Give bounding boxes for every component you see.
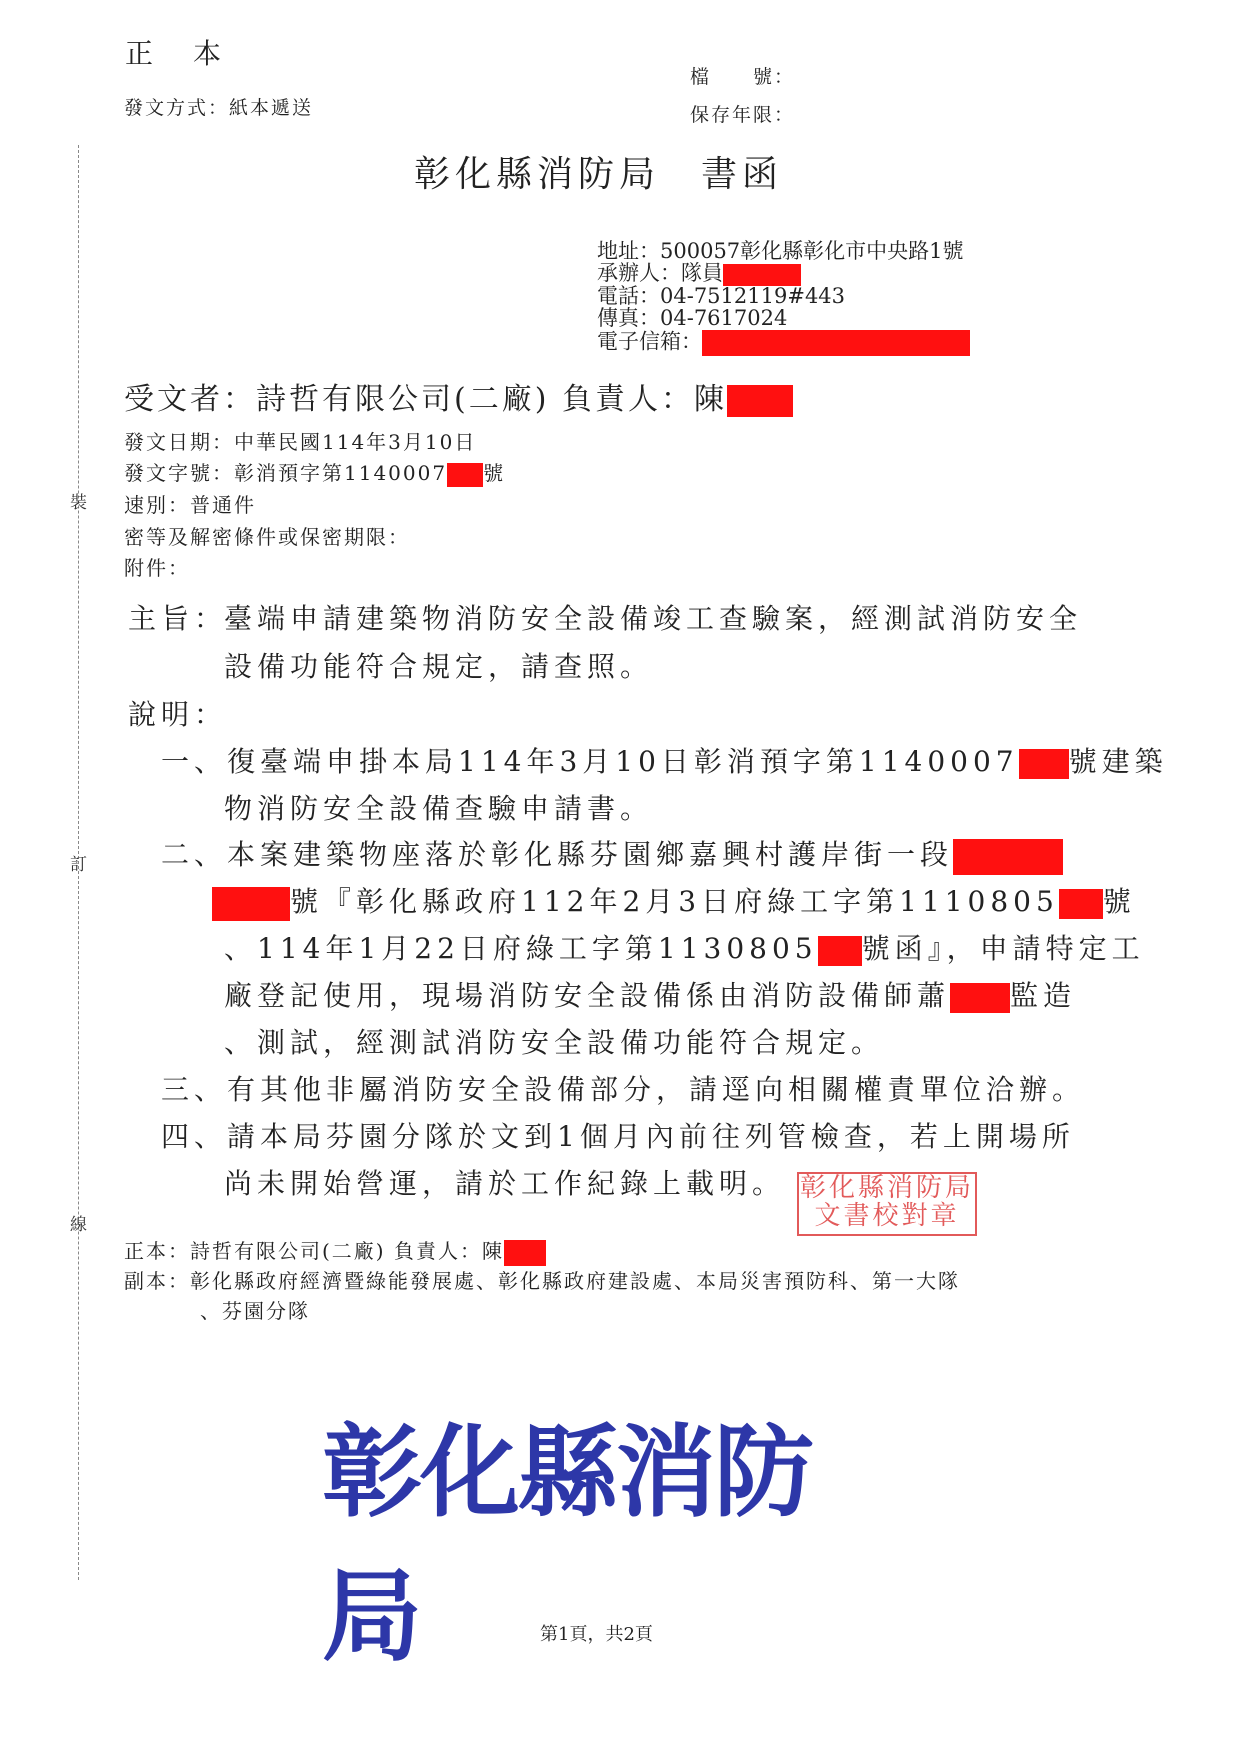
original-recipient [124,1235,546,1266]
retention-label: 保存年限： [690,104,796,126]
proofreading-seal [797,1172,977,1236]
secrecy-level: 密等及解密條件或保密期限： [124,525,410,549]
contact-phone: 電話：04-7512119#443 [597,284,846,308]
item-two-text: 、114年1月22日府綠工字第1130805 [224,932,818,965]
redaction-block [953,839,1063,875]
contact-address: 地址：500057彰化縣彰化市中央路1號 [597,239,964,263]
item-two-line-5: 、測試，經測試消防安全設備功能符合規定。 [224,1026,885,1059]
handler-label: 承辦人：隊員 [597,261,723,285]
item-two-text: 號 [1102,885,1136,918]
redaction-block [723,264,801,286]
item-one-text: 一、復臺端申掛本局114年3月10日彰消預字第1140007 [161,745,1019,778]
item-two-line-1 [161,833,1063,875]
email-label: 電子信箱： [597,329,702,354]
item-four-line-1: 四、請本局芬園分隊於文到1個月內前往列管檢查，若上開場所 [161,1120,1075,1153]
item-four-line-2: 尚未開始營運，請於工作紀錄上載明。 [224,1167,786,1200]
recipient-line [124,374,793,418]
attachment-label: 附件： [124,556,190,580]
reference-number [124,457,505,487]
contact-email [597,330,970,356]
subject-line-1: 臺端申請建築物消防安全設備竣工查驗案，經測試消防安全 [224,602,1083,635]
file-number-label: 檔 號： [690,66,796,88]
redaction-block [504,1240,546,1266]
redaction-block [818,936,862,966]
subject-line-2: 設備功能符合規定，請查照。 [224,650,654,683]
issue-date: 發文日期：中華民國114年3月10日 [124,430,477,454]
delivery-method: 發文方式：紙本遞送 [124,97,314,119]
item-two-text: 監造 [1010,979,1077,1012]
item-two-line-3 [224,927,1145,967]
binding-mark-xian: 線 [70,1215,87,1235]
copy-recipients-line-1: 副本：彰化縣政府經濟暨綠能發展處、彰化縣政府建設處、本局災害預防科、第一大隊 [124,1269,960,1293]
item-one-line-1 [161,740,1168,780]
binding-mark-zhuang: 裝 [70,493,87,513]
item-two-text: 廠登記使用，現場消防安全設備係由消防設備師蕭 [224,979,951,1012]
item-two-line-2 [212,880,1136,921]
binding-mark-ding: 訂 [70,855,87,875]
recipient-text: 受文者：詩哲有限公司(二廠) 負責人：陳 [124,382,727,417]
reference-prefix: 發文字號：彰消預字第1140007 [124,461,448,485]
contact-fax: 傳真：04-7617024 [597,306,788,330]
item-one-suffix: 號建築 [1068,745,1168,778]
redaction-block [950,983,1010,1013]
reference-suffix: 號 [483,461,506,485]
redaction-block [212,887,290,921]
contact-handler [597,262,801,286]
speed-class: 速別：普通件 [124,493,256,517]
item-two-text: 號函』，申請特定工 [861,932,1145,965]
redaction-block [1059,889,1103,919]
subject-label: 主旨： [128,602,228,635]
redaction-block [702,330,970,356]
item-three: 三、有其他非屬消防安全設備部分，請逕向相關權責單位洽辦。 [161,1073,1086,1106]
redaction-block [727,385,793,417]
redaction-block [1019,749,1069,779]
explanation-label: 說明： [128,698,228,731]
copy-recipients-line-2: 、芬園分隊 [200,1299,310,1323]
original-text: 正本：詩哲有限公司(二廠) 負責人：陳 [124,1239,504,1263]
item-two-line-4 [224,974,1076,1014]
item-two-text: 號『彰化縣政府112年2月3日府綠工字第1110805 [290,885,1059,918]
seal-line-1: 彰化縣消防局 [799,1173,974,1203]
document-title: 彰化縣消防局 書函 [414,154,784,195]
official-stamp: 彰化縣消防局 [322,1414,812,1675]
redaction-block [447,463,483,487]
item-one-line-2: 物消防安全設備查驗申請書。 [224,792,654,825]
seal-line-2: 文書校對章 [814,1201,960,1231]
copy-type-label: 正 本 [125,37,228,70]
item-two-text: 二、本案建築物座落於彰化縣芬園鄉嘉興村護岸街一段 [161,838,954,871]
page-number: 第1頁，共2頁 [540,1624,653,1645]
